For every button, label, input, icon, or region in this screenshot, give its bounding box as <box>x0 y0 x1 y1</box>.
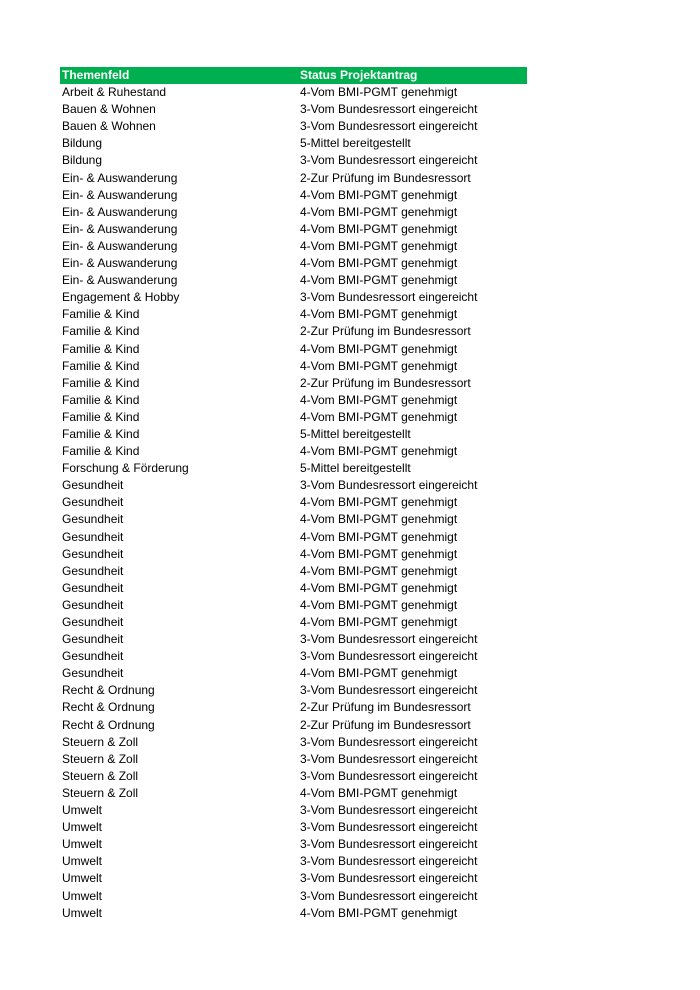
cell-themenfeld: Ein- & Auswanderung <box>62 221 178 236</box>
cell-status: 3-Vom Bundesressort eingereicht <box>300 768 478 783</box>
table-row <box>60 187 527 204</box>
cell-status: 4-Vom BMI-PGMT genehmigt <box>300 546 458 561</box>
cell-status: 4-Vom BMI-PGMT genehmigt <box>300 307 458 322</box>
cell-status: 4-Vom BMI-PGMT genehmigt <box>300 444 458 459</box>
table-row <box>60 341 527 358</box>
cell-status: 4-Vom BMI-PGMT genehmigt <box>300 666 458 681</box>
cell-themenfeld: Umwelt <box>62 888 103 903</box>
cell-status: 5-Mittel bereitgestellt <box>300 426 411 441</box>
cell-status: 3-Vom Bundesressort eingereicht <box>300 888 478 903</box>
cell-status: 2-Zur Prüfung im Bundesressort <box>300 170 471 185</box>
table-row <box>60 717 527 734</box>
cell-themenfeld: Recht & Ordnung <box>62 717 155 732</box>
cell-status: 4-Vom BMI-PGMT genehmigt <box>300 341 458 356</box>
table-row <box>60 734 527 751</box>
table-row <box>60 614 527 631</box>
cell-themenfeld: Gesundheit <box>62 512 124 527</box>
table-row <box>60 546 527 563</box>
table-row <box>60 665 527 682</box>
cell-status: 4-Vom BMI-PGMT genehmigt <box>300 529 458 544</box>
cell-themenfeld: Familie & Kind <box>62 307 140 322</box>
table-row <box>60 477 527 494</box>
cell-status: 3-Vom Bundesressort eingereicht <box>300 649 478 664</box>
cell-status: 3-Vom Bundesressort eingereicht <box>300 820 478 835</box>
cell-themenfeld: Umwelt <box>62 905 103 920</box>
cell-status: 2-Zur Prüfung im Bundesressort <box>300 324 471 339</box>
cell-themenfeld: Ein- & Auswanderung <box>62 273 178 288</box>
table-row <box>60 323 527 340</box>
cell-status: 3-Vom Bundesressort eingereicht <box>300 632 478 647</box>
table-row <box>60 905 527 922</box>
cell-status: 3-Vom Bundesressort eingereicht <box>300 854 478 869</box>
cell-status: 5-Mittel bereitgestellt <box>300 136 411 151</box>
cell-themenfeld: Familie & Kind <box>62 426 140 441</box>
cell-themenfeld: Umwelt <box>62 820 103 835</box>
cell-themenfeld: Gesundheit <box>62 649 124 664</box>
cell-status: 2-Zur Prüfung im Bundesressort <box>300 717 471 732</box>
header-status: Status Projektantrag <box>300 68 418 82</box>
cell-themenfeld: Engagement & Hobby <box>62 290 180 305</box>
cell-themenfeld: Ein- & Auswanderung <box>62 170 178 185</box>
data-table <box>60 67 527 922</box>
table-row <box>60 135 527 152</box>
cell-themenfeld: Gesundheit <box>62 478 124 493</box>
cell-status: 3-Vom Bundesressort eingereicht <box>300 119 478 134</box>
cell-themenfeld: Familie & Kind <box>62 409 140 424</box>
cell-themenfeld: Recht & Ordnung <box>62 700 155 715</box>
table-row <box>60 785 527 802</box>
table-row <box>60 768 527 785</box>
cell-status: 4-Vom BMI-PGMT genehmigt <box>300 580 458 595</box>
cell-themenfeld: Bildung <box>62 136 103 151</box>
cell-status: 4-Vom BMI-PGMT genehmigt <box>300 905 458 920</box>
cell-themenfeld: Umwelt <box>62 871 103 886</box>
table-row <box>60 221 527 238</box>
cell-themenfeld: Gesundheit <box>62 546 124 561</box>
header-themenfeld: Themenfeld <box>62 68 130 82</box>
cell-themenfeld: Gesundheit <box>62 615 124 629</box>
cell-status: 3-Vom Bundesressort eingereicht <box>300 683 478 698</box>
table-row <box>60 580 527 597</box>
table-row <box>60 101 527 118</box>
cell-status: 3-Vom Bundesressort eingereicht <box>300 153 478 168</box>
cell-themenfeld: Gesundheit <box>62 597 124 612</box>
cell-themenfeld: Familie & Kind <box>62 341 140 356</box>
table-row <box>60 597 527 614</box>
cell-status: 4-Vom BMI-PGMT genehmigt <box>300 238 458 253</box>
cell-status: 2-Zur Prüfung im Bundesressort <box>300 700 471 715</box>
cell-themenfeld: Bauen & Wohnen <box>62 119 156 134</box>
table-row <box>60 118 527 135</box>
cell-status: 3-Vom Bundesressort eingereicht <box>300 803 478 818</box>
cell-status: 5-Mittel bereitgestellt <box>300 461 411 476</box>
cell-themenfeld: Umwelt <box>62 837 103 852</box>
cell-status: 4-Vom BMI-PGMT genehmigt <box>300 187 458 202</box>
cell-themenfeld: Forschung & Förderung <box>62 461 189 476</box>
cell-status: 4-Vom BMI-PGMT genehmigt <box>300 392 458 407</box>
cell-status: 4-Vom BMI-PGMT genehmigt <box>300 615 458 629</box>
cell-status: 3-Vom Bundesressort eingereicht <box>300 837 478 852</box>
cell-themenfeld: Umwelt <box>62 803 103 818</box>
table-row <box>60 170 527 187</box>
table-row <box>60 460 527 477</box>
cell-themenfeld: Familie & Kind <box>62 324 140 339</box>
cell-themenfeld: Gesundheit <box>62 495 124 510</box>
table-row <box>60 392 527 409</box>
table-row <box>60 631 527 648</box>
cell-themenfeld: Gesundheit <box>62 666 124 681</box>
cell-themenfeld: Gesundheit <box>62 580 124 595</box>
cell-themenfeld: Steuern & Zoll <box>62 785 139 800</box>
table-row <box>60 255 527 272</box>
table-row <box>60 306 527 323</box>
table-row <box>60 84 527 101</box>
table-row <box>60 289 527 306</box>
cell-status: 3-Vom Bundesressort eingereicht <box>300 102 478 117</box>
cell-status: 4-Vom BMI-PGMT genehmigt <box>300 221 458 236</box>
table-row <box>60 819 527 836</box>
table-row <box>60 204 527 221</box>
table-row <box>60 888 527 905</box>
cell-status: 4-Vom BMI-PGMT genehmigt <box>300 495 458 510</box>
table-row <box>60 802 527 819</box>
table-row <box>60 511 527 528</box>
cell-themenfeld: Familie & Kind <box>62 392 140 407</box>
cell-themenfeld: Bauen & Wohnen <box>62 102 156 117</box>
cell-status: 4-Vom BMI-PGMT genehmigt <box>300 85 458 100</box>
table-body <box>60 84 527 922</box>
table-row <box>60 409 527 426</box>
table-row <box>60 682 527 699</box>
cell-status: 4-Vom BMI-PGMT genehmigt <box>300 512 458 527</box>
table-row <box>60 238 527 255</box>
cell-status: 3-Vom Bundesressort eingereicht <box>300 734 478 749</box>
cell-themenfeld: Gesundheit <box>62 632 124 647</box>
table-row <box>60 152 527 169</box>
table-row <box>60 699 527 716</box>
cell-themenfeld: Familie & Kind <box>62 375 140 390</box>
table-row <box>60 870 527 887</box>
cell-status: 4-Vom BMI-PGMT genehmigt <box>300 563 458 578</box>
table-row <box>60 836 527 853</box>
cell-themenfeld: Arbeit & Ruhestand <box>62 85 167 100</box>
cell-themenfeld: Ein- & Auswanderung <box>62 187 178 202</box>
table-row <box>60 563 527 580</box>
cell-themenfeld: Familie & Kind <box>62 444 140 459</box>
cell-themenfeld: Ein- & Auswanderung <box>62 238 178 253</box>
table-row <box>60 529 527 546</box>
cell-themenfeld: Ein- & Auswanderung <box>62 256 178 271</box>
cell-status: 4-Vom BMI-PGMT genehmigt <box>300 358 458 373</box>
table-row <box>60 375 527 392</box>
table-row <box>60 443 527 460</box>
table-row <box>60 494 527 511</box>
cell-themenfeld: Steuern & Zoll <box>62 751 139 766</box>
cell-status: 2-Zur Prüfung im Bundesressort <box>300 375 471 390</box>
cell-status: 3-Vom Bundesressort eingereicht <box>300 871 478 886</box>
cell-status: 4-Vom BMI-PGMT genehmigt <box>300 256 458 271</box>
cell-status: 4-Vom BMI-PGMT genehmigt <box>300 409 458 424</box>
cell-status: 3-Vom Bundesressort eingereicht <box>300 290 478 305</box>
cell-themenfeld: Gesundheit <box>62 563 124 578</box>
cell-themenfeld: Gesundheit <box>62 529 124 544</box>
cell-status: 4-Vom BMI-PGMT genehmigt <box>300 597 458 612</box>
cell-themenfeld: Familie & Kind <box>62 358 140 373</box>
table-row <box>60 751 527 768</box>
cell-themenfeld: Ein- & Auswanderung <box>62 204 178 219</box>
cell-status: 4-Vom BMI-PGMT genehmigt <box>300 204 458 219</box>
table-row <box>60 358 527 375</box>
cell-status: 3-Vom Bundesressort eingereicht <box>300 478 478 493</box>
cell-themenfeld: Bildung <box>62 153 103 168</box>
cell-themenfeld: Umwelt <box>62 854 103 869</box>
cell-status: 3-Vom Bundesressort eingereicht <box>300 751 478 766</box>
cell-status: 4-Vom BMI-PGMT genehmigt <box>300 785 458 800</box>
cell-themenfeld: Recht & Ordnung <box>62 683 155 698</box>
table-row <box>60 648 527 665</box>
table-header <box>60 67 527 84</box>
cell-themenfeld: Steuern & Zoll <box>62 768 139 783</box>
cell-themenfeld: Steuern & Zoll <box>62 734 139 749</box>
table-row <box>60 426 527 443</box>
table-row <box>60 272 527 289</box>
table-row <box>60 853 527 870</box>
cell-status: 4-Vom BMI-PGMT genehmigt <box>300 273 458 288</box>
